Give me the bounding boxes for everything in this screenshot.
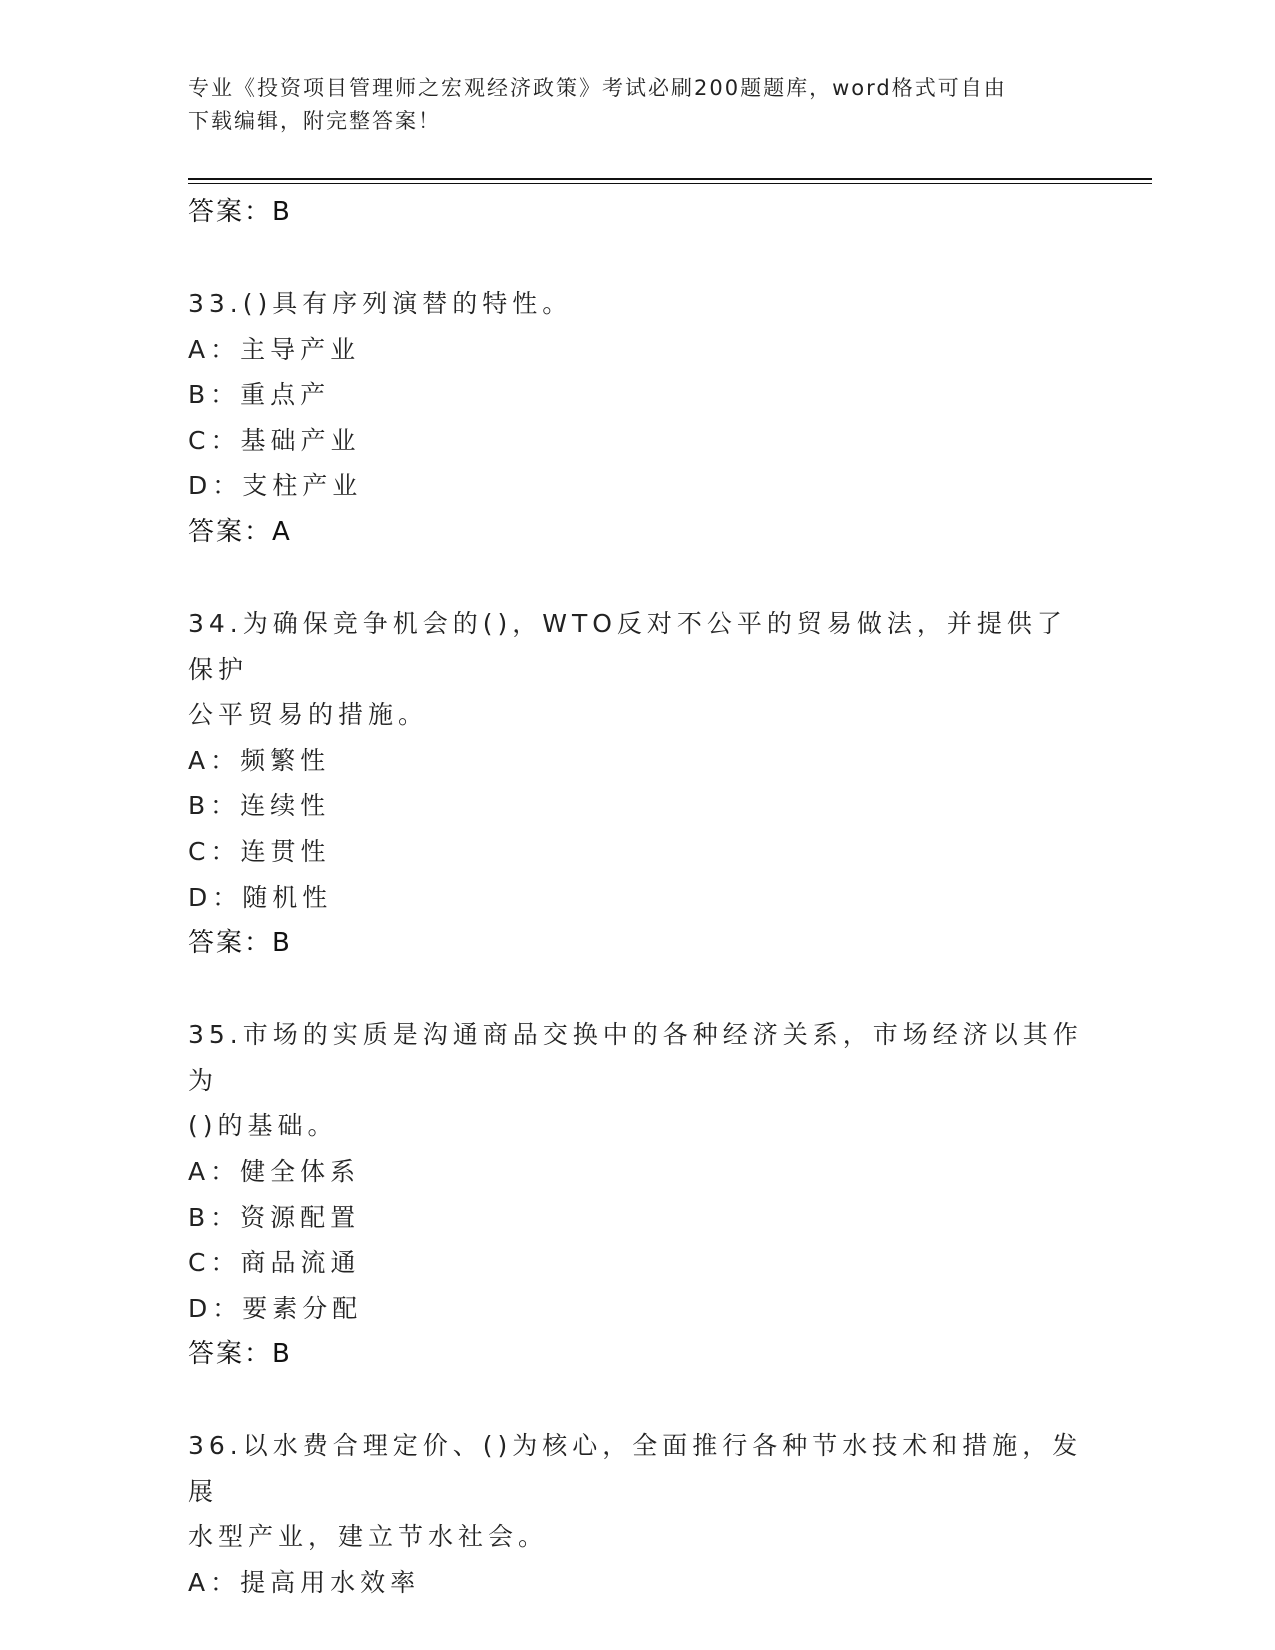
document-header <box>188 72 1068 138</box>
question-33-answer: 答案：A <box>188 516 292 547</box>
header-line-2: 下载编辑，附完整答案！ <box>188 109 441 133</box>
header-rule-thick <box>188 178 1152 180</box>
spacer <box>188 966 1088 1012</box>
question-33-option-c: C：基础产业 <box>188 425 361 455</box>
question-34 <box>188 601 1088 966</box>
question-35-stem-line-1: 35.市场的实质是沟通商品交换中的各种经济关系，市场经济以其作为 <box>188 1020 1083 1095</box>
question-35-option-b: B：资源配置 <box>188 1202 361 1232</box>
question-35-answer: 答案：B <box>188 1339 292 1370</box>
question-33-stem: 33.()具有序列演替的特性。 <box>188 289 573 318</box>
question-list <box>188 189 1088 1606</box>
question-34-option-d: D：随机性 <box>188 882 333 912</box>
question-36-stem-line-1: 36.以水费合理定价、()为核心，全面推行各种节水技术和措施，发展 <box>188 1431 1083 1506</box>
header-rule-thin <box>188 183 1152 184</box>
question-35 <box>188 1012 1088 1377</box>
question-33 <box>188 281 1088 555</box>
question-34-stem-line-1: 34.为确保竞争机会的()，WTO反对不公平的贸易做法，并提供了保护 <box>188 608 1067 684</box>
question-35-option-d: D：要素分配 <box>188 1293 363 1323</box>
spacer <box>188 555 1088 601</box>
question-34-option-a: A：频繁性 <box>188 745 331 775</box>
question-34-option-b: B：连续性 <box>188 791 331 821</box>
question-35-stem-line-2: ()的基础。 <box>188 1111 338 1141</box>
question-34-stem-line-2: 公平贸易的措施。 <box>188 700 429 730</box>
question-34-answer: 答案：B <box>188 928 292 959</box>
spacer <box>188 235 1088 281</box>
question-35-option-c: C：商品流通 <box>188 1248 361 1278</box>
question-36-stem-line-2: 水型产业，建立节水社会。 <box>188 1522 549 1552</box>
spacer <box>188 1377 1088 1423</box>
question-36-option-a: A：提高用水效率 <box>188 1568 421 1598</box>
question-33-option-a: A：主导产业 <box>188 334 361 364</box>
header-line-1: 专业《投资项目管理师之宏观经济政策》考试必刷200题题库，word格式可自由 <box>188 76 1007 100</box>
question-33-option-b: B：重点产 <box>188 380 331 410</box>
question-33-option-d: D：支柱产业 <box>188 471 363 501</box>
question-34-option-c: C：连贯性 <box>188 836 331 866</box>
question-35-option-a: A：健全体系 <box>188 1156 361 1186</box>
question-36 <box>188 1423 1088 1605</box>
answer-previous: 答案：B <box>188 197 292 227</box>
